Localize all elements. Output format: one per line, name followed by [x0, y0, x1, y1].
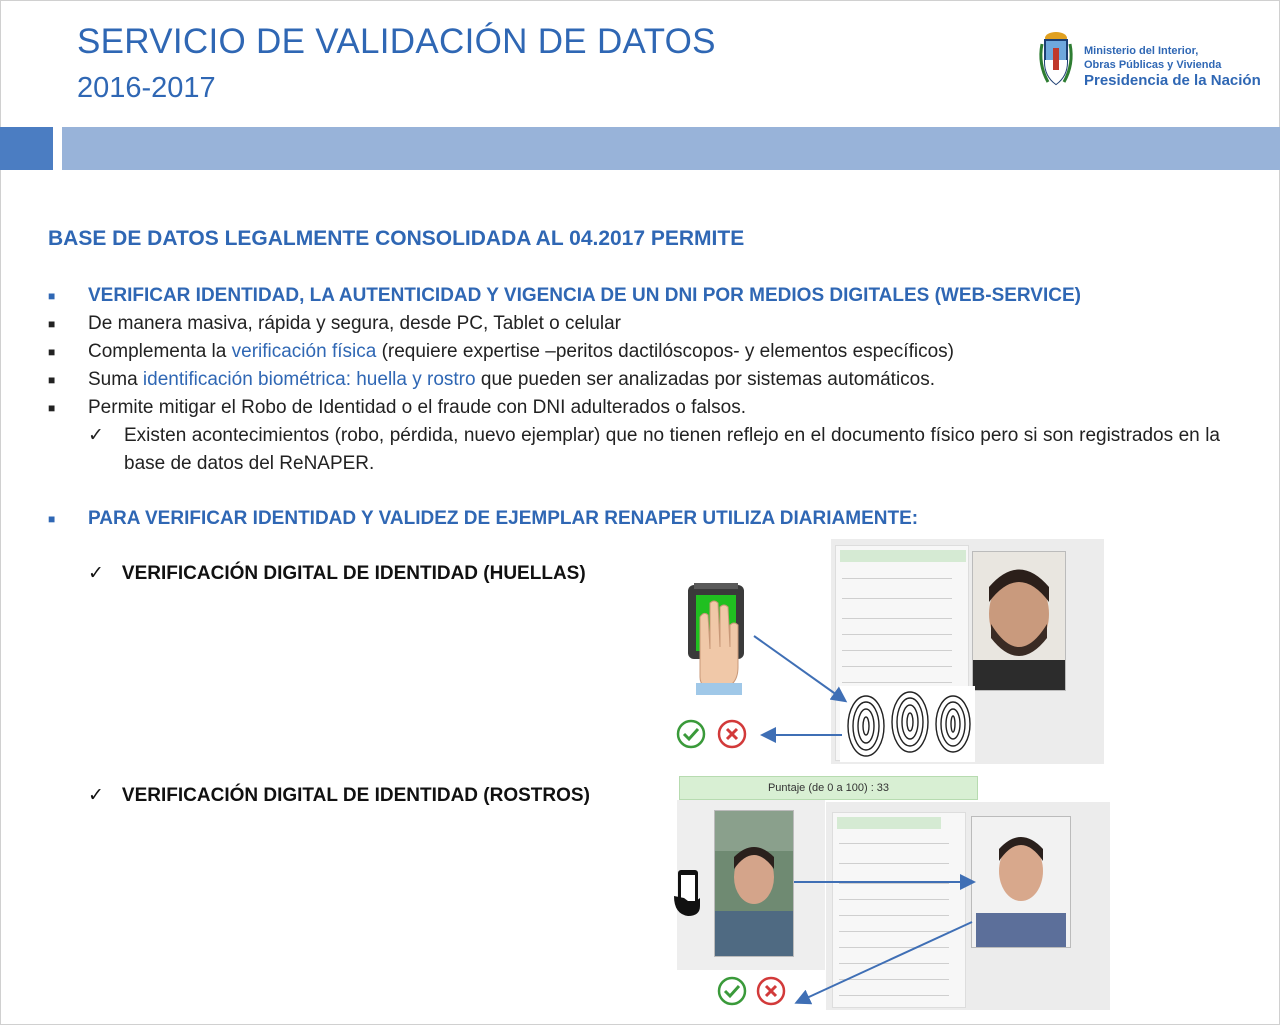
- record-line: [839, 843, 949, 844]
- x-circle-icon: [756, 976, 786, 1006]
- bullet-text: VERIFICAR IDENTIDAD, LA AUTENTICIDAD Y VIGENCIA DE UN DNI POR MEDIOS DIGITALES (WEB-SERVICE): [88, 285, 1081, 306]
- argentina-coat-of-arms-icon: [1036, 30, 1076, 92]
- bullet-text-pre: Complementa la: [88, 341, 232, 362]
- check-item-text: VERIFICACIÓN DIGITAL DE IDENTIDAD (ROSTROS): [121, 785, 590, 806]
- x-circle-icon: [717, 719, 747, 749]
- square-bullet-icon: ■: [48, 512, 56, 526]
- bullet-highlight: verificación física: [231, 341, 377, 362]
- bullet-item: [48, 394, 1228, 422]
- ministry-logo: [1036, 30, 1274, 94]
- check-item-text: VERIFICACIÓN DIGITAL DE IDENTIDAD (HUELLAS): [121, 563, 586, 584]
- logo-text: [1084, 44, 1261, 88]
- square-bullet-icon: ■: [48, 345, 56, 359]
- record-line: [842, 666, 952, 667]
- bullet-list: [48, 282, 1228, 422]
- bullet-text-pre: Suma: [88, 369, 143, 390]
- logo-line-3: Presidencia de la Nación: [1084, 72, 1261, 89]
- arrow-connector: [750, 630, 850, 750]
- section-title: BASE DE DATOS LEGALMENTE CONSOLIDADA AL 04.2017 PERMITE: [48, 227, 745, 250]
- fingerprint-scanner-icon: [686, 577, 746, 695]
- record-line: [842, 634, 952, 635]
- checkmark-icon: ✓: [88, 785, 104, 806]
- bullet-item: [48, 366, 1228, 394]
- record-line: [839, 863, 949, 864]
- bullet-highlight: identificación biométrica: huella y rostro: [142, 369, 476, 390]
- check-circle-icon: [717, 976, 747, 1006]
- bullet-text: De manera masiva, rápida y segura, desde PC, Tablet o celular: [88, 313, 621, 334]
- record-line: [842, 598, 952, 599]
- logo-line-2: Obras Públicas y Vivienda: [1084, 59, 1222, 71]
- record-line: [842, 578, 952, 579]
- header-band-right: [62, 127, 1280, 170]
- slide-subtitle: 2016-2017: [77, 72, 216, 104]
- slide-title: SERVICIO DE VALIDACIÓN DE DATOS: [77, 22, 716, 61]
- fingerprint-samples: [840, 686, 975, 762]
- person-photo: [972, 551, 1066, 691]
- score-bar: Puntaje (de 0 a 100) : 33: [679, 776, 978, 800]
- bullet-item: [48, 310, 1228, 338]
- bullet-text-post: (requiere expertise –peritos dactilóscopos- y elementos específicos): [376, 341, 954, 362]
- header-band-left: [0, 127, 53, 170]
- record-card-header: [840, 550, 966, 562]
- check-circle-icon: [676, 719, 706, 749]
- person-photo: [971, 816, 1071, 948]
- checkmark-icon: ✓: [88, 563, 104, 584]
- sub-bullet-text: Existen acontecimientos (robo, pérdida, nuevo ejemplar) que no tienen reflejo en el documento físico pero si son registrados en la base de datos del ReNAPER.: [124, 425, 1220, 474]
- check-item-rostros: [88, 784, 590, 807]
- record-card-header: [837, 817, 941, 829]
- record-line: [842, 618, 952, 619]
- record-line: [842, 682, 952, 683]
- check-item-huellas: [88, 562, 586, 585]
- bullet-text: Permite mitigar el Robo de Identidad o el fraude con DNI adulterados o falsos.: [88, 397, 746, 418]
- usage-heading-text: PARA VERIFICAR IDENTIDAD Y VALIDEZ DE EJEMPLAR RENAPER UTILIZA DIARIAMENTE:: [88, 508, 919, 529]
- bullet-text: [88, 338, 954, 366]
- bullet-item: [48, 282, 1228, 310]
- selfie-photo: [714, 810, 794, 957]
- square-bullet-icon: ■: [48, 317, 56, 331]
- arrow-connector: [790, 870, 980, 1010]
- checkmark-icon: ✓: [88, 425, 104, 446]
- bullet-text-post: que pueden ser analizadas por sistemas automáticos.: [475, 369, 936, 390]
- square-bullet-icon: ■: [48, 401, 56, 415]
- square-bullet-icon: ■: [48, 289, 56, 303]
- bullet-item: [48, 338, 1228, 366]
- record-line: [842, 650, 952, 651]
- bullet-text: [88, 366, 935, 394]
- square-bullet-icon: ■: [48, 373, 56, 387]
- logo-line-1: Ministerio del Interior,: [1084, 45, 1199, 57]
- smartphone-icon: [672, 868, 704, 918]
